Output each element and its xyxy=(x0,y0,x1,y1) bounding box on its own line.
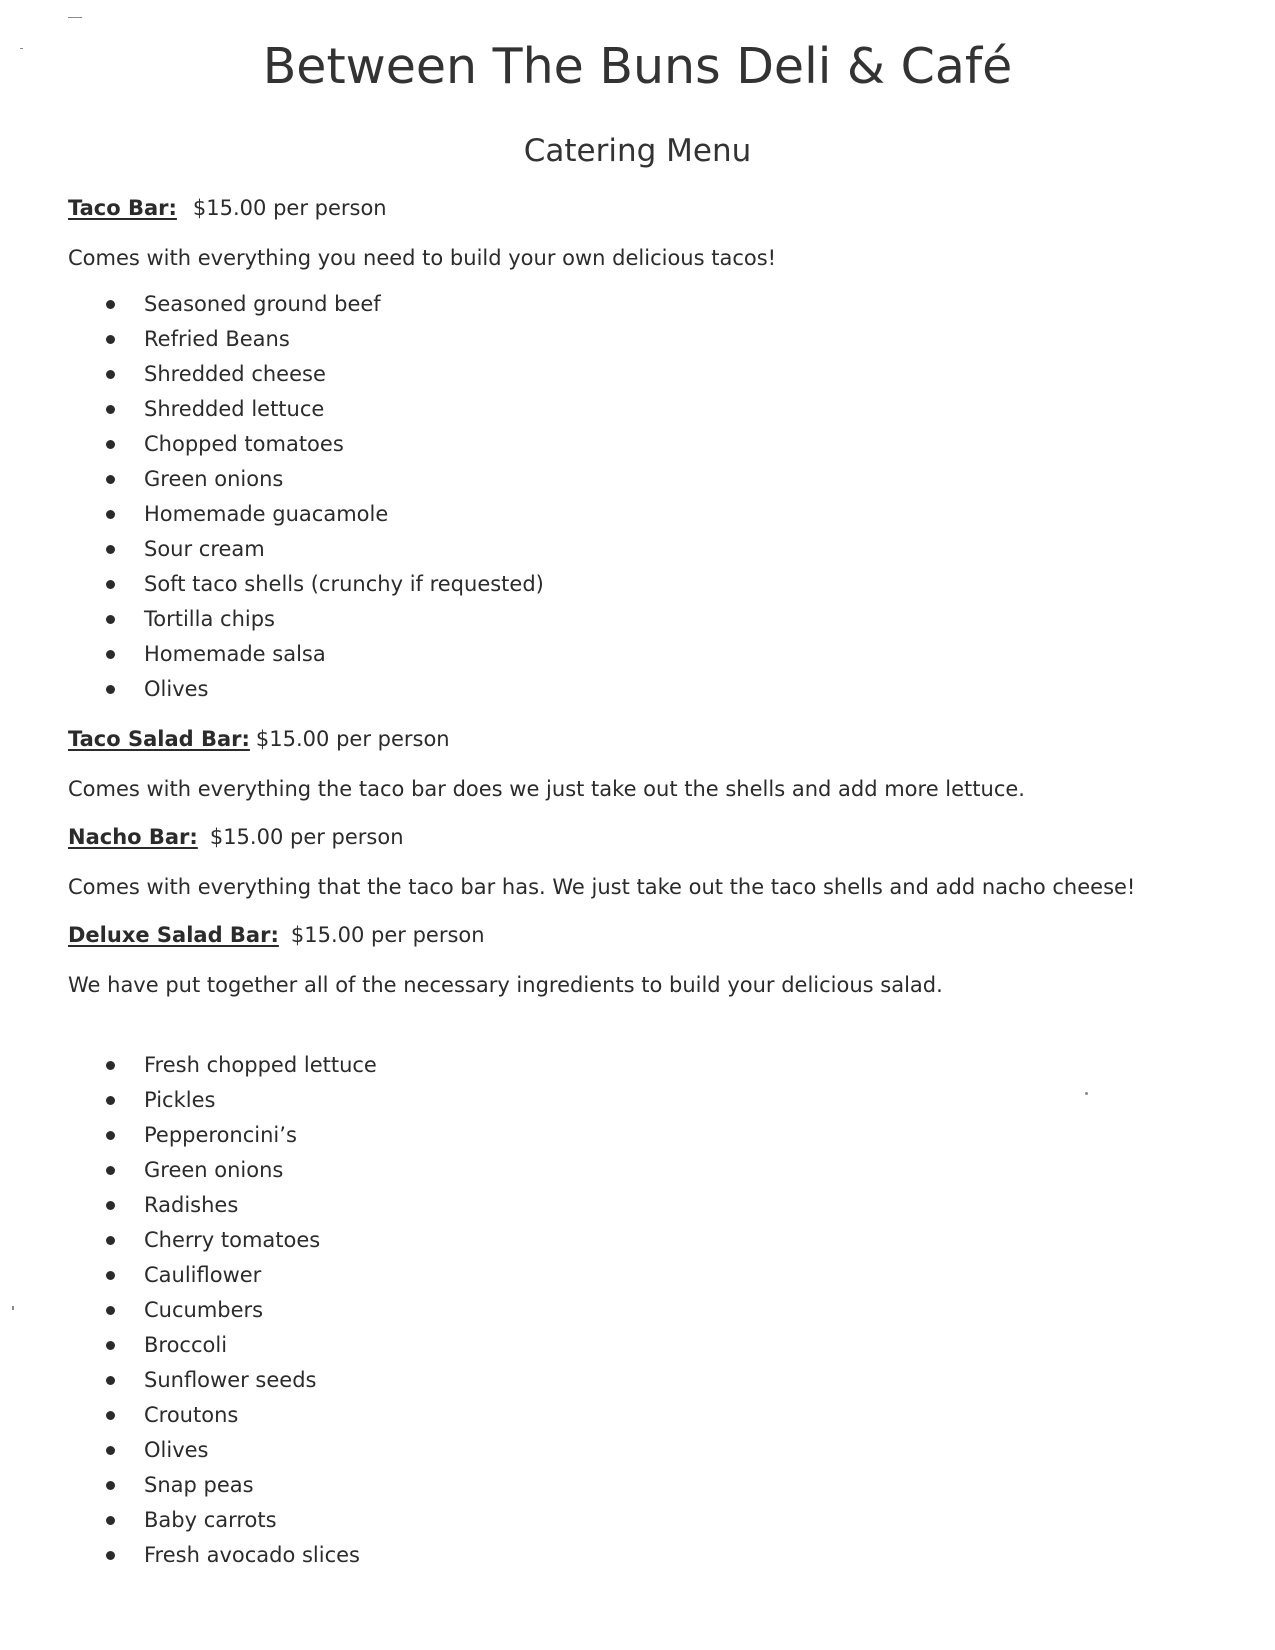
section-description: We have put together all of the necessary ingredients to build your delicious salad. xyxy=(68,973,943,997)
list-item: Shredded cheese xyxy=(68,357,1218,392)
list-item: Pickles xyxy=(68,1083,1218,1118)
list-item: Cauliflower xyxy=(68,1258,1218,1293)
list-item: Broccoli xyxy=(68,1328,1218,1363)
bullet-icon xyxy=(106,300,115,309)
section-price: $15.00 per person xyxy=(192,196,387,220)
bullet-icon xyxy=(106,615,115,624)
list-item: Homemade salsa xyxy=(68,637,1218,672)
bullet-icon xyxy=(106,475,115,484)
list-item: Green onions xyxy=(68,1153,1218,1188)
bullet-icon xyxy=(106,580,115,589)
list-item: Cherry tomatoes xyxy=(68,1223,1218,1258)
section-price: $15.00 per person xyxy=(255,727,450,751)
section-label: Taco Salad Bar: xyxy=(68,727,250,751)
bullet-icon xyxy=(106,405,115,414)
bullet-icon xyxy=(106,1411,115,1420)
bullet-icon xyxy=(106,1306,115,1315)
section-description: Comes with everything the taco bar does we just take out the shells and add more lettuce. xyxy=(68,777,1025,801)
scan-speck xyxy=(12,1306,14,1310)
list-item: Croutons xyxy=(68,1398,1218,1433)
list-item: Sour cream xyxy=(68,532,1218,567)
deluxe-salad-bar-heading xyxy=(68,922,1218,948)
list-item: Sunflower seeds xyxy=(68,1363,1218,1398)
section-label: Taco Bar: xyxy=(68,196,177,220)
list-item: Shredded lettuce xyxy=(68,392,1218,427)
section-label: Deluxe Salad Bar: xyxy=(68,923,279,947)
list-item: Fresh avocado slices xyxy=(68,1538,1218,1573)
list-item: Pepperoncini’s xyxy=(68,1118,1218,1153)
list-item: Cucumbers xyxy=(68,1293,1218,1328)
bullet-icon xyxy=(106,1201,115,1210)
list-item: Seasoned ground beef xyxy=(68,287,1218,322)
bullet-icon xyxy=(106,545,115,554)
bullet-icon xyxy=(106,1061,115,1070)
list-item: Homemade guacamole xyxy=(68,497,1218,532)
taco-bar-heading xyxy=(68,195,1218,221)
section-description: Comes with everything that the taco bar has. We just take out the taco shells and add nacho cheese! xyxy=(68,875,1136,899)
list-item: Snap peas xyxy=(68,1468,1218,1503)
list-item: Chopped tomatoes xyxy=(68,427,1218,462)
bullet-icon xyxy=(106,440,115,449)
bullet-icon xyxy=(106,1551,115,1560)
section-label: Nacho Bar: xyxy=(68,825,198,849)
taco-salad-bar-heading xyxy=(68,726,1218,752)
bullet-icon xyxy=(106,370,115,379)
bullet-icon xyxy=(106,335,115,344)
list-item: Tortilla chips xyxy=(68,602,1218,637)
scan-speck xyxy=(68,17,82,18)
bullet-icon xyxy=(106,685,115,694)
page-title: Between The Buns Deli & Café xyxy=(262,38,1013,95)
section-price: $15.00 per person xyxy=(209,825,404,849)
bullet-icon xyxy=(106,1131,115,1140)
bullet-icon xyxy=(106,1341,115,1350)
list-item: Green onions xyxy=(68,462,1218,497)
list-item: Olives xyxy=(68,672,1218,707)
section-description: Comes with everything you need to build your own delicious tacos! xyxy=(68,246,777,270)
bullet-icon xyxy=(106,1271,115,1280)
page-subtitle: Catering Menu xyxy=(523,133,752,169)
deluxe-salad-bar-item-list xyxy=(68,1048,1218,1573)
list-item: Refried Beans xyxy=(68,322,1218,357)
nacho-bar-heading xyxy=(68,824,1218,850)
list-item: Olives xyxy=(68,1433,1218,1468)
list-item: Soft taco shells (crunchy if requested) xyxy=(68,567,1218,602)
taco-bar-item-list xyxy=(68,287,1218,707)
bullet-icon xyxy=(106,1166,115,1175)
list-item: Fresh chopped lettuce xyxy=(68,1048,1218,1083)
bullet-icon xyxy=(106,1516,115,1525)
bullet-icon xyxy=(106,1096,115,1105)
bullet-icon xyxy=(106,1236,115,1245)
bullet-icon xyxy=(106,1481,115,1490)
bullet-icon xyxy=(106,510,115,519)
list-item: Radishes xyxy=(68,1188,1218,1223)
list-item: Baby carrots xyxy=(68,1503,1218,1538)
section-price: $15.00 per person xyxy=(290,923,485,947)
bullet-icon xyxy=(106,650,115,659)
menu-content xyxy=(68,195,1218,1573)
bullet-icon xyxy=(106,1446,115,1455)
bullet-icon xyxy=(106,1376,115,1385)
